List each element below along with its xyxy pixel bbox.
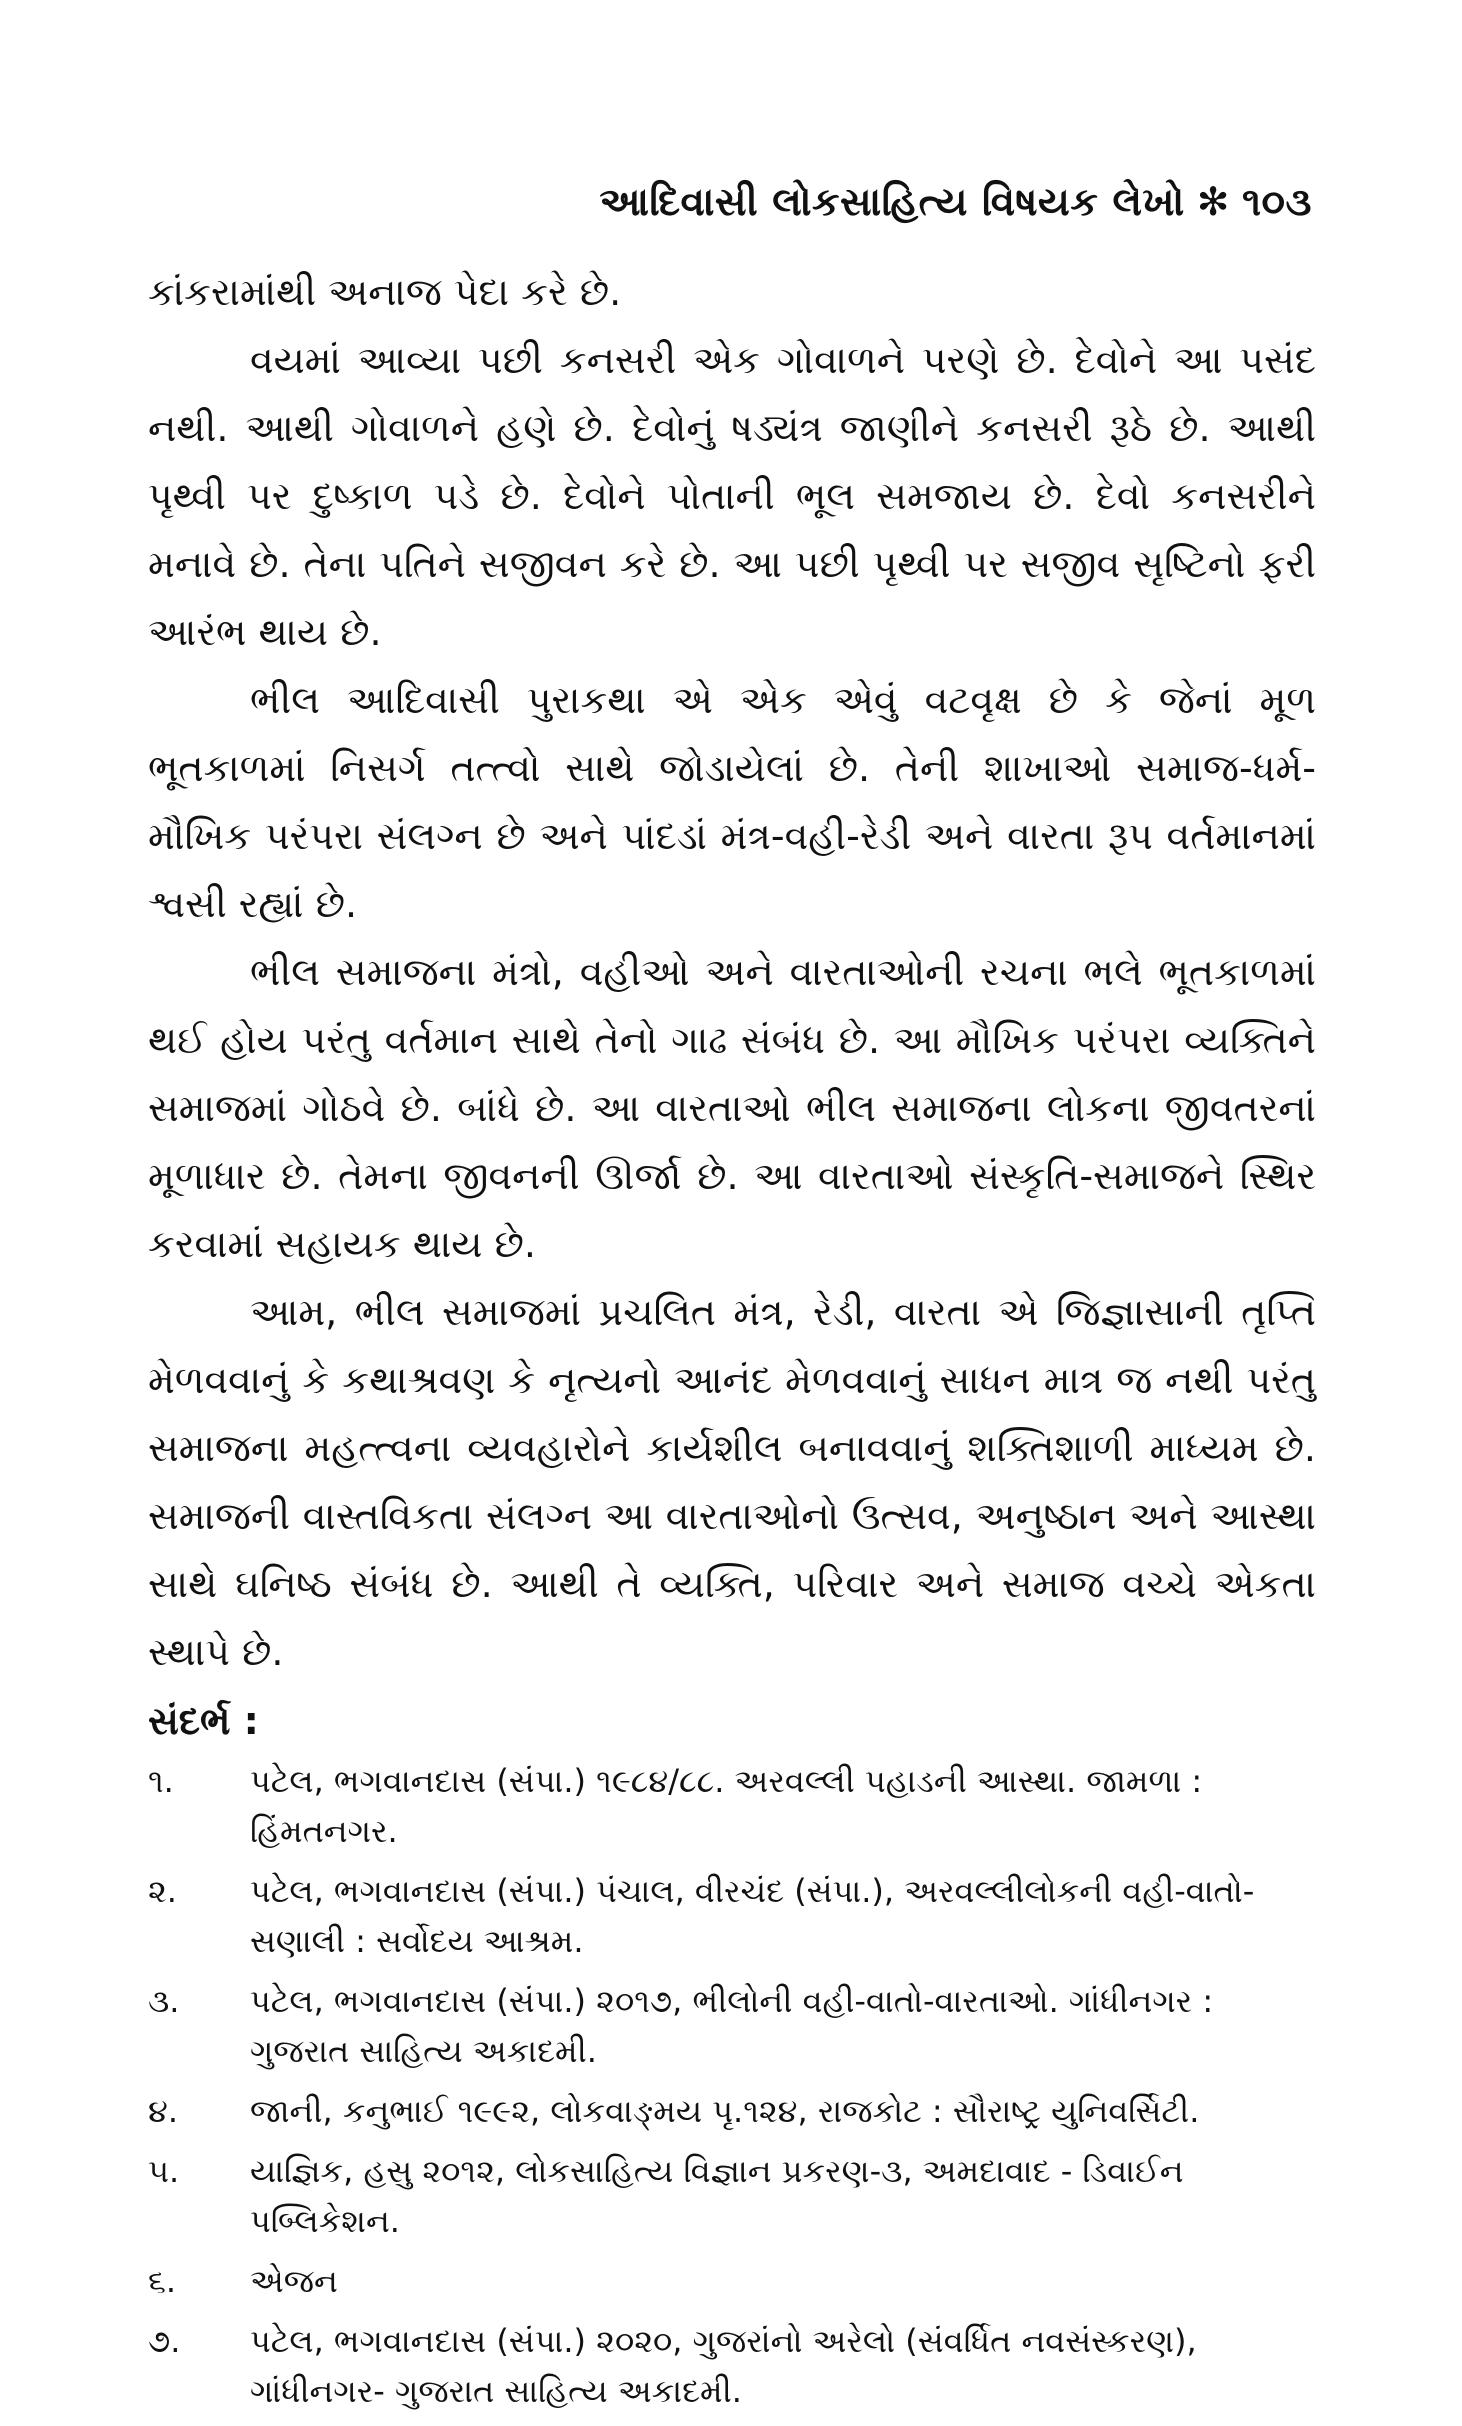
reference-number: ૬. xyxy=(148,2262,177,2300)
running-head xyxy=(599,180,1312,225)
reference-item xyxy=(148,1866,1316,1966)
reference-item xyxy=(148,2316,1316,2416)
reference-number: ૩. xyxy=(148,1982,180,2020)
reference-text: પટેલ, ભગવાનદાસ (સંપા.) ૧૯૮૪/૮૮. અરવલ્લી પહાડની આસ્થા. જામળા : હિંમતનગર. xyxy=(250,1762,1203,1850)
references-list xyxy=(148,1756,1316,2416)
reference-item xyxy=(148,1756,1316,1856)
reference-item xyxy=(148,2146,1316,2246)
reference-item xyxy=(148,1976,1316,2076)
reference-text: એજન xyxy=(250,2262,338,2300)
reference-number: ૫. xyxy=(148,2152,180,2190)
paragraph: આમ, ભીલ સમાજમાં પ્રચલિત મંત્ર, રેડી, વારતા એ જિજ્ઞાસાની તૃપ્તિ મેળવવાનું કે કથાશ્રવણ કે નૃત્યનો આનંદ મેળવવાનું સાધન માત્ર જ નથી પરંતુ સમાજના મહત્ત્વના વ્યવહારોને કાર્યશીલ બનાવવાનું શક્તિશાળી માધ્યમ છે. સમાજની વાસ્તવિકતા સંલગ્ન આ વારતાઓનો ઉત્સવ, અનુષ્ઠાન અને આસ્થા સાથે ઘનિષ્ઠ સંબંધ છે. આથી તે વ્યક્તિ, પરિવાર અને સમાજ વચ્ચે એકતા સ્થાપે છે. xyxy=(148,1290,1316,1674)
page-number: ૧૦૩ xyxy=(1241,180,1312,225)
reference-text: જાની, કનુભાઈ ૧૯૯૨, લોકવાઙ્મય પૃ.૧૨૪, રાજકોટ : સૌરાષ્ટ્ર યુનિવર્સિટી. xyxy=(250,2092,1200,2130)
reference-text: પટેલ, ભગવાનદાસ (સંપા.) ૨૦૨૦, ગુજરાંનો અરેલો (સંવર્ધિત નવસંસ્કરણ), ગાંધીનગર- ગુજરાત સાહિત્ય અકાદમી. xyxy=(250,2322,1197,2410)
running-head-title: આદિવાસી લોકસાહિત્ય વિષયક લેખો xyxy=(599,180,1185,225)
reference-number: ૧. xyxy=(148,1762,174,1800)
references-heading: સંદર્ભ : xyxy=(148,1699,259,1743)
reference-item xyxy=(148,2256,1316,2306)
reference-item xyxy=(148,2086,1316,2136)
reference-text: પટેલ, ભગવાનદાસ (સંપા.) પંચાલ, વીરચંદ (સંપા.), અરવલ્લીલોકની વહી-વાતો-સણાલી : સર્વોદય આશ્રમ. xyxy=(250,1872,1255,1960)
reference-text: યાજ્ઞિક, હસુ ૨૦૧૨, લોકસાહિત્ય વિજ્ઞાન પ્રકરણ-૩, અમદાવાદ - ડિવાઈન પબ્લિકેશન. xyxy=(250,2152,1184,2240)
reference-text: પટેલ, ભગવાનદાસ (સંપા.) ૨૦૧૭, ભીલોની વહી-વાતો-વારતાઓ. ગાંધીનગર : ગુજરાત સાહિત્ય અકાદમી. xyxy=(250,1982,1214,2070)
asterisk-icon: ✻ xyxy=(1196,180,1230,225)
reference-number: ૪. xyxy=(148,2092,179,2130)
body-text xyxy=(148,258,1316,2426)
reference-number: ૭. xyxy=(148,2322,181,2360)
paragraph: વયમાં આવ્યા પછી કનસરી એક ગોવાળને પરણે છે. દેવોને આ પસંદ નથી. આથી ગોવાળને હણે છે. દેવોનું ષડ્યંત્ર જાણીને કનસરી રૂઠે છે. આથી પૃથ્વી પર દુષ્કાળ પડે છે. દેવોને પોતાની ભૂલ સમજાય છે. દેવો કનસરીને મનાવે છે. તેના પતિને સજીવન કરે છે. આ પછી પૃથ્વી પર સજીવ સૃષ્ટિનો ફરી આરંભ થાય છે. xyxy=(148,338,1316,654)
reference-number: ૨. xyxy=(148,1872,177,1910)
paragraph: ભીલ સમાજના મંત્રો, વહીઓ અને વારતાઓની રચના ભલે ભૂતકાળમાં થઈ હોય પરંતુ વર્તમાન સાથે તેનો ગાઢ સંબંધ છે. આ મૌખિક પરંપરા વ્યક્તિને સમાજમાં ગોઠવે છે. બાંધે છે. આ વારતાઓ ભીલ સમાજના લોકના જીવતરનાં મૂળાધાર છે. તેમના જીવનની ઊર્જા છે. આ વારતાઓ સંસ્કૃતિ-સમાજને સ્થિર કરવામાં સહાયક થાય છે. xyxy=(148,950,1316,1266)
paragraph: કાંકરામાંથી અનાજ પેદા કરે છે. xyxy=(148,270,622,314)
paragraph: ભીલ આદિવાસી પુરાકથા એ એક એવું વટવૃક્ષ છે કે જેનાં મૂળ ભૂતકાળમાં નિસર્ગ તત્ત્વો સાથે જોડાયેલાં છે. તેની શાખાઓ સમાજ-ધર્મ-મૌખિક પરંપરા સંલગ્ન છે અને પાંદડાં મંત્ર-વહી-રેડી અને વારતા રૂપ વર્તમાનમાં શ્વસી રહ્યાં છે. xyxy=(148,678,1316,926)
